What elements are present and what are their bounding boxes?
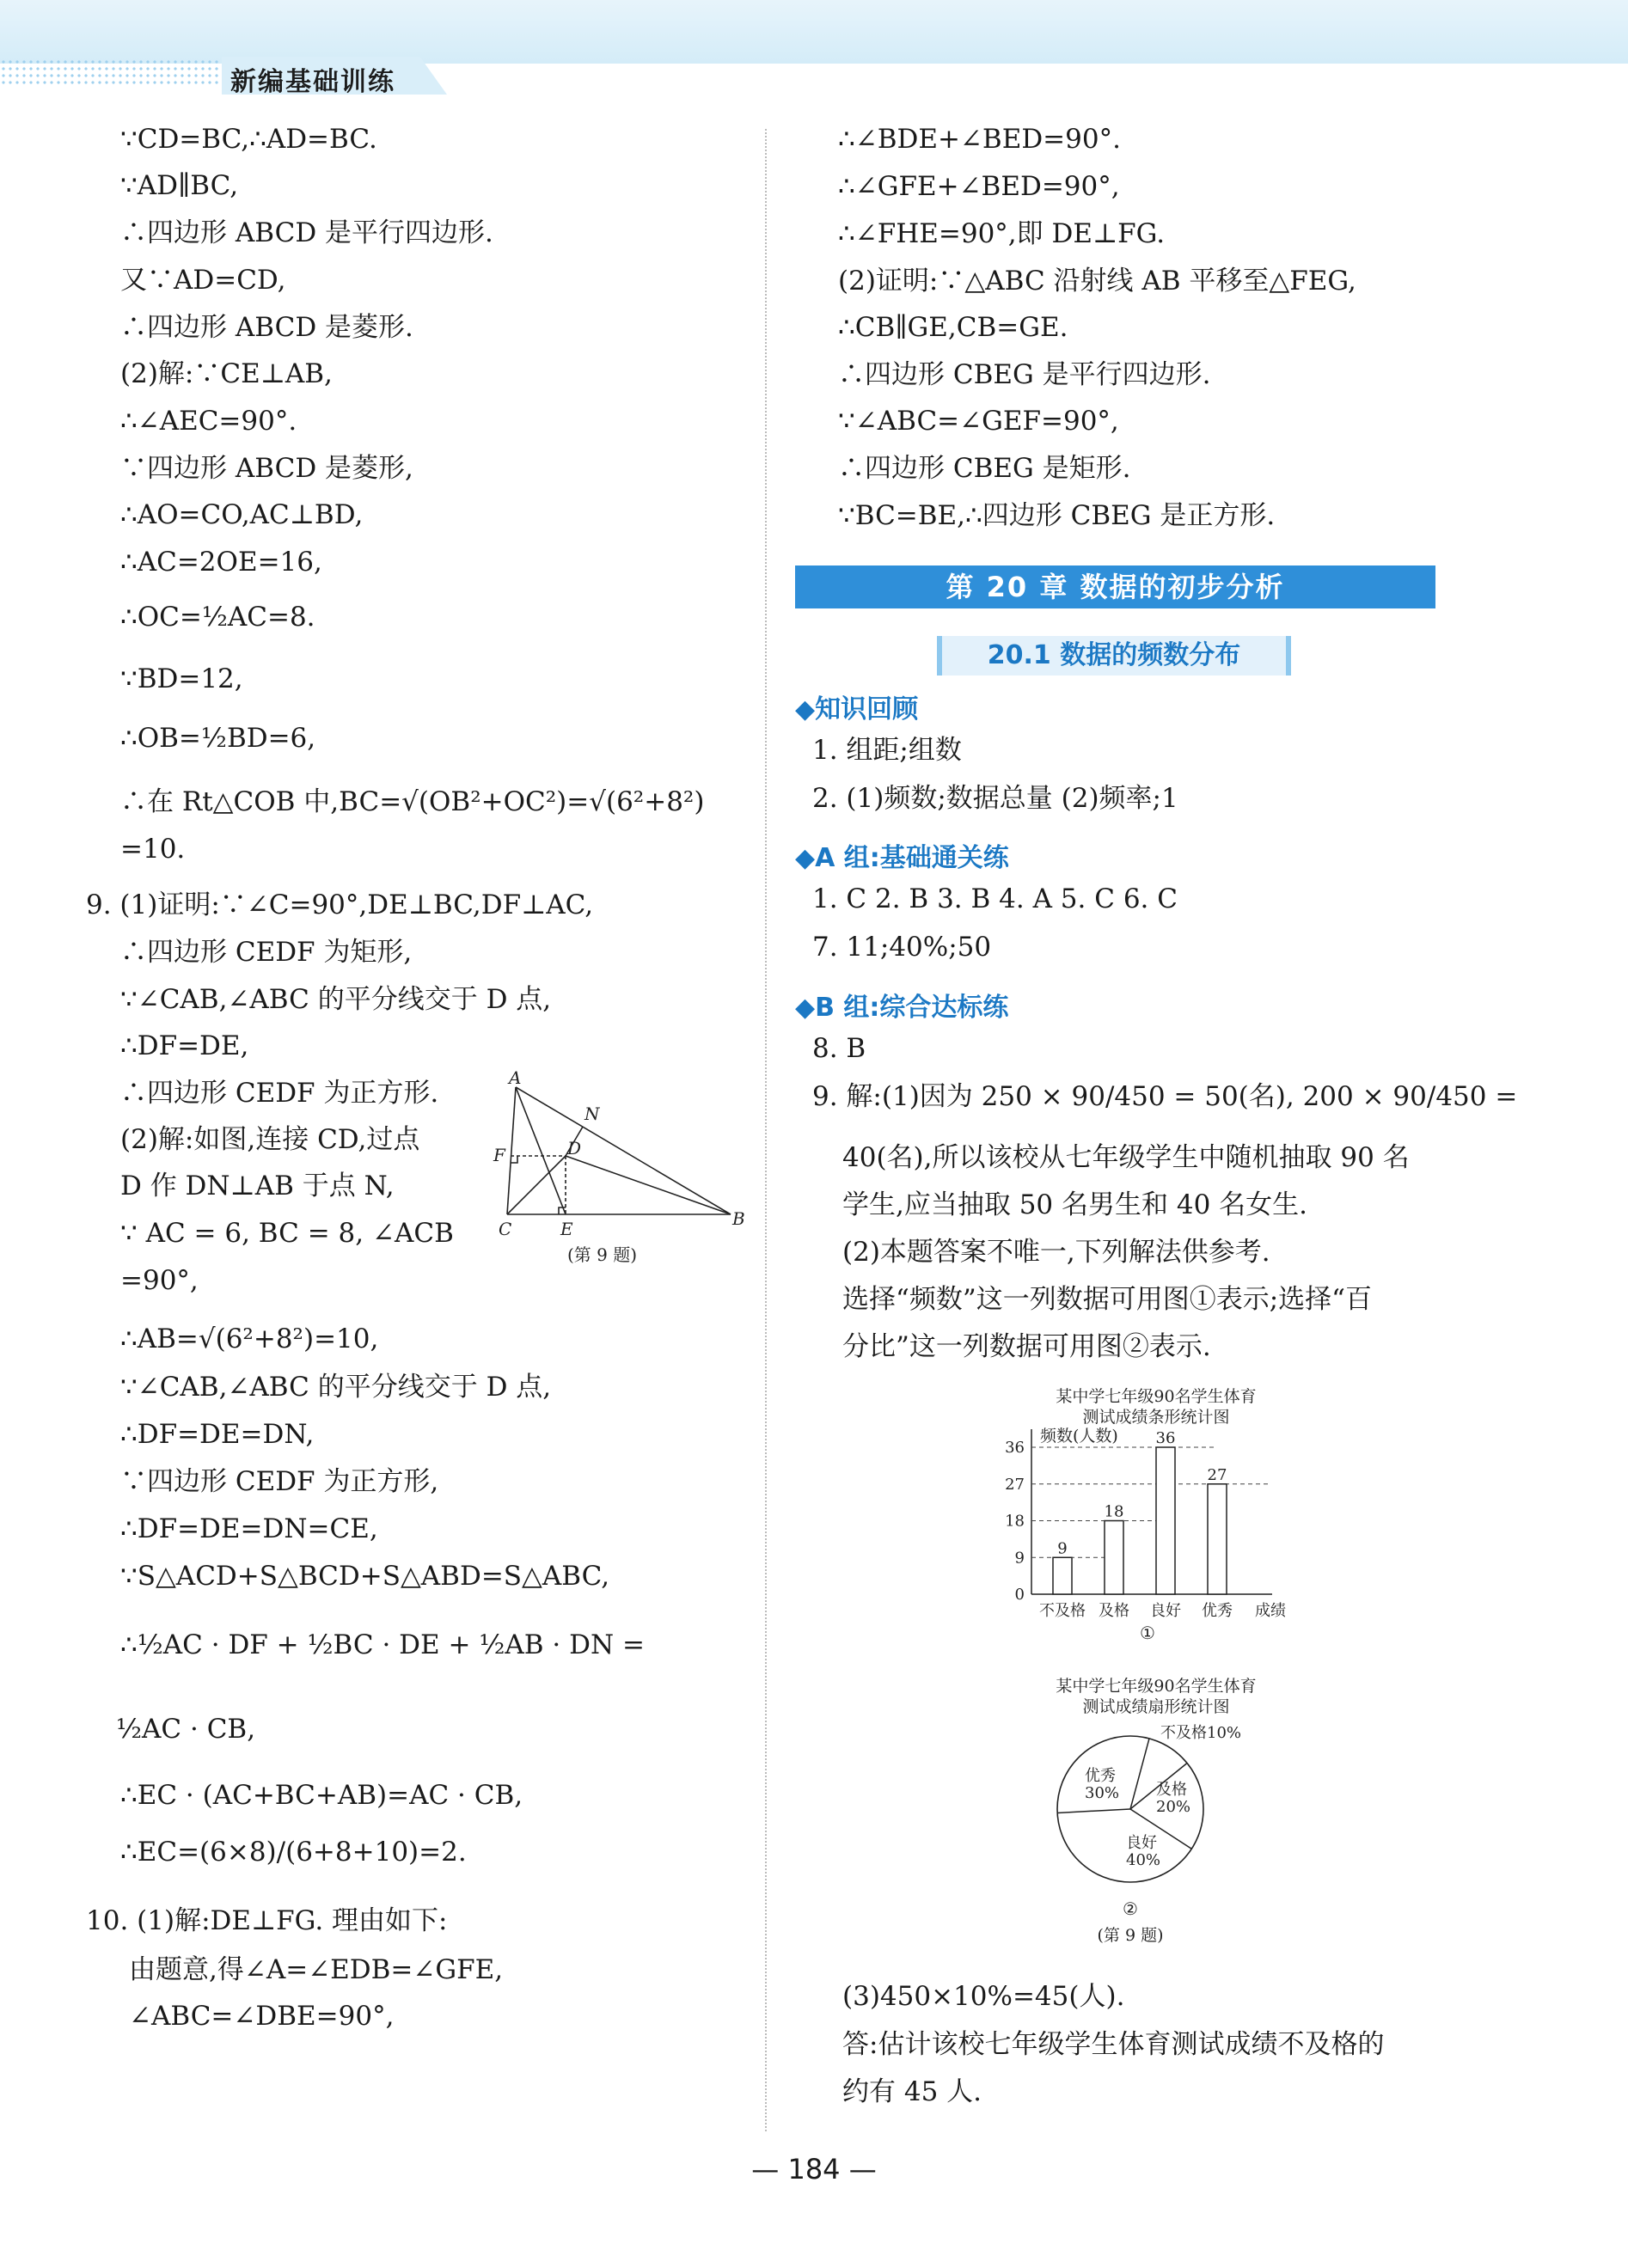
segment-cd [507,1156,566,1214]
group-b-heading: ◆B 组:综合达标练 [795,993,1009,1023]
text-line: (3)450×10%=45(人). [842,1981,1125,2012]
text-line: (2)证明:∵△ABC 沿射线 AB 平移至△FEG, [838,266,1356,296]
text-line: 40(名),所以该校从七年级学生中随机抽取 90 名 [842,1142,1410,1173]
text-line: ∵BC=BE,∴四边形 CBEG 是正方形. [838,500,1276,531]
text-line: ∴OB=½BD=6, [120,723,316,754]
text-line: ∵∠CAB,∠ABC 的平分线交于 D 点, [120,984,552,1015]
text-line: 1. 组距;组数 [812,735,962,766]
pie-chart-caption: (第 9 题) [1097,1926,1164,1945]
label-f: F [493,1145,505,1165]
y-tick-label: 36 [1005,1439,1025,1457]
bar [1105,1521,1123,1595]
text-line: 学生,应当抽取 50 名男生和 40 名女生. [842,1189,1308,1220]
text-line: ∴∠GFE+∠BED=90°, [838,171,1120,202]
bar-value-label: 36 [1155,1429,1176,1447]
text-line: 答:估计该校七年级学生体育测试成绩不及格的 [842,2029,1385,2060]
bar-value-label: 27 [1207,1465,1227,1484]
bar-chart-title-1: 某中学七年级90名学生体育 [1056,1387,1257,1406]
bar-value-label: 18 [1104,1502,1124,1521]
label-b: B [732,1208,745,1229]
text-line: (2)解:∵CE⊥AB, [120,358,333,389]
label-d: D [567,1138,582,1158]
knowledge-heading: ◆知识回顾 [795,694,919,724]
text-line: 2. (1)频数;数据总量 (2)频率;1 [812,783,1178,814]
bar [1156,1447,1175,1594]
bar-value-label: 9 [1057,1539,1068,1558]
text-line: ∵四边形 CEDF 为正方形, [120,1466,439,1497]
x-tick-label: 不及格 [1039,1602,1086,1620]
text-line: ∠ABC=∠DBE=90°, [129,2001,395,2032]
text-line: ∴EC=(6×8)/(6+8+10)=2. [120,1837,467,1868]
edge-ab [516,1087,731,1214]
text-line: ∴OC=½AC=8. [120,602,315,633]
bar-chart [988,1388,1324,1646]
book-title: 新编基础训练 [230,67,395,97]
text-line: ∴四边形 ABCD 是菱形. [120,312,413,343]
bisector-b [566,1156,731,1214]
x-tick-label: 优秀 [1202,1602,1233,1620]
section-title: 20.1 数据的频数分布 [937,636,1291,676]
bar-chart-xlabel: 成绩 [1255,1602,1286,1620]
y-tick-label: 18 [1005,1512,1025,1531]
text-line: ∴AO=CO,AC⊥BD, [120,499,364,530]
text-line: 选择“频数”这一列数据可用图①表示;选择“百 [842,1284,1372,1315]
text-line: 约有 45 人. [842,2076,982,2107]
chapter-title: 第 20 章 数据的初步分析 [795,565,1435,608]
text-line: ∴∠AEC=90°. [120,406,297,437]
figure-9-caption: (第 9 题) [567,1244,638,1265]
x-tick-label: 及格 [1099,1602,1129,1620]
text-line: 10. (1)解:DE⊥FG. 理由如下: [86,1905,448,1936]
text-line: ∴在 Rt△COB 中,BC=√(OB²+OC²)=√(6²+8²) [120,786,705,817]
bar-chart-marker: ① [1140,1623,1155,1643]
text-line: (2)解:如图,连接 CD,过点 [120,1124,420,1155]
label-c: C [499,1219,512,1239]
text-line: ∴DF=DE=DN=CE, [120,1513,378,1544]
text-line: ∵AD∥BC, [120,170,239,201]
x-tick-label: 良好 [1150,1602,1181,1620]
bisector-a [516,1087,566,1214]
text-line: ∴四边形 ABCD 是平行四边形. [120,217,493,248]
header-dot-pattern [0,58,223,88]
pie-slice-percent: 40% [1126,1851,1161,1869]
figure-9-triangle [481,1067,756,1265]
text-line: ∵BD=12, [120,663,243,694]
pie-chart-title-1: 某中学七年级90名学生体育 [1056,1677,1257,1696]
pie-slice-label: 不及格10% [1160,1724,1242,1742]
text-line: ∴∠FHE=90°,即 DE⊥FG. [838,218,1166,249]
pie-chart-marker: ② [1123,1898,1138,1919]
text-line: 由题意,得∠A=∠EDB=∠GFE, [129,1954,504,1985]
text-line: ½AC · CB, [116,1714,256,1745]
text-line: (2)本题答案不唯一,下列解法供参考. [842,1237,1270,1268]
y-tick-label: 0 [1014,1586,1025,1604]
pie-slice-label: 及格 [1156,1781,1187,1799]
text-line: ∴DF=DE, [120,1030,249,1061]
text-line: 9. (1)证明:∵∠C=90°,DE⊥BC,DF⊥AC, [86,889,594,920]
text-line: ∴CB∥GE,CB=GE. [838,312,1068,343]
pie-slice-label: 优秀 [1085,1767,1116,1785]
bar [1208,1484,1227,1594]
pie-chart [988,1676,1324,1964]
text-line: ∵CD=BC,∴AD=BC. [120,124,377,155]
text-line: 9. 解:(1)因为 250 × 90/450 = 50(名), 200 × 90/450 = [812,1081,1518,1112]
text-line: ∴四边形 CEDF 为矩形, [120,937,413,968]
text-line: ∴四边形 CEDF 为正方形. [120,1078,439,1109]
label-e: E [560,1219,573,1239]
label-n: N [584,1103,600,1124]
pie-chart-title-2: 测试成绩扇形统计图 [1082,1697,1230,1716]
text-line: 8. B [812,1033,866,1064]
text-line: ∴½AC · DF + ½BC · DE + ½AB · DN = [120,1629,645,1660]
bar-chart-title-2: 测试成绩条形统计图 [1082,1408,1230,1427]
text-line: ∵ AC = 6, BC = 8, ∠ACB [120,1218,454,1249]
text-line: ∴∠BDE+∠BED=90°. [838,124,1121,155]
text-line: 7. 11;40%;50 [812,932,992,963]
text-line: ∴四边形 CBEG 是平行四边形. [838,359,1211,390]
text-line: ∴DF=DE=DN, [120,1419,315,1450]
text-line: ∴AC=2OE=16, [120,547,322,578]
text-line: ∵∠CAB,∠ABC 的平分线交于 D 点, [120,1372,552,1403]
pie-slice-percent: 20% [1156,1798,1191,1816]
label-a: A [509,1067,522,1088]
text-line: =10. [120,834,186,865]
y-tick-label: 9 [1014,1549,1025,1568]
header-band [0,0,1628,64]
text-line: ∴AB=√(6²+8²)=10, [120,1324,379,1354]
pie-slice-percent: 30% [1085,1784,1120,1802]
text-line: D 作 DN⊥AB 于点 N, [120,1171,395,1201]
text-line: 分比”这一列数据可用图②表示. [842,1331,1211,1362]
text-line: ∴四边形 CBEG 是矩形. [838,453,1131,484]
edge-ac [507,1087,516,1214]
text-line: =90°, [120,1265,199,1296]
bar-chart-ylabel: 频数(人数) [1040,1427,1118,1446]
text-line: ∵四边形 ABCD 是菱形, [120,453,413,484]
text-line: 1. C 2. B 3. B 4. A 5. C 6. C [812,883,1178,914]
text-line: ∴EC · (AC+BC+AB)=AC · CB, [120,1780,523,1811]
page-number: — 184 — [751,2153,877,2185]
text-line: ∵S△ACD+S△BCD+S△ABD=S△ABC, [120,1561,610,1592]
column-divider [765,129,767,2131]
text-line: 又∵AD=CD, [120,265,286,296]
text-line: ∵∠ABC=∠GEF=90°, [838,406,1119,437]
group-a-heading: ◆A 组:基础通关练 [795,843,1009,873]
y-tick-label: 27 [1005,1475,1025,1494]
pie-slice-label: 良好 [1126,1834,1157,1852]
bar [1053,1557,1072,1594]
